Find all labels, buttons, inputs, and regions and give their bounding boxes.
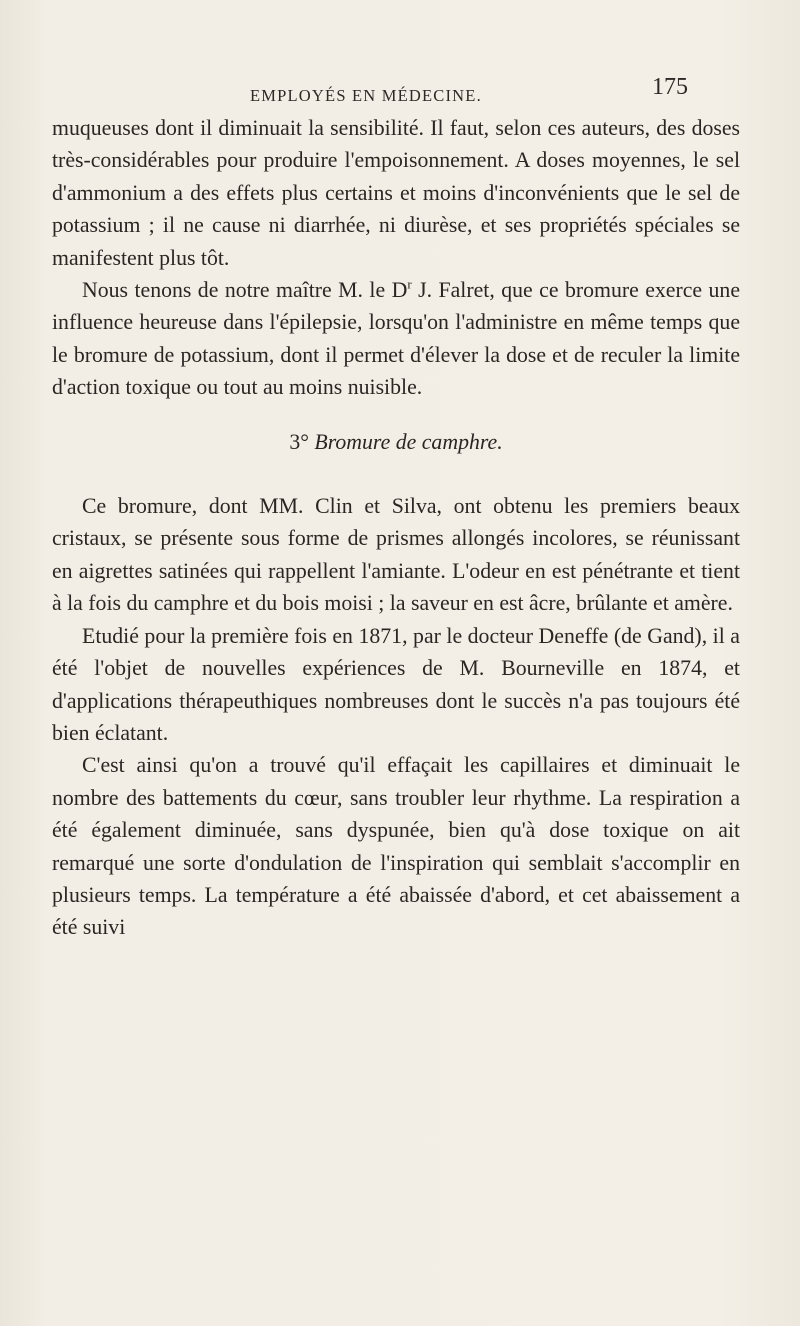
section-heading: [52, 426, 740, 458]
paragraph-3: Ce bromure, dont MM. Clin et Silva, ont obtenu les premiers beaux cristaux, se présente sous forme de prismes allongés incolores, se réunissant en aigrettes satinées qui rappellent l'amiante. L'odeur en est pénétrante et tient à la fois du camphre et du bois moisi ; la saveur en est âcre, brûlante et amère.: [52, 494, 740, 616]
paragraph-2: [52, 274, 740, 404]
body-text: [52, 112, 740, 944]
paragraph-5: C'est ainsi qu'on a trouvé qu'il effaçait les capillaires et diminuait le nombre des battements du cœur, sans troubler leur rhythme. La respiration a été également diminuée, sans dyspunée, bien qu'à dose toxique on ait remarqué une sorte d'ondulation de l'inspiration qui semblait s'accomplir en plusieurs temps. La température a été abaissée d'abord, et cet abaissement a été suivi: [52, 753, 740, 940]
running-head: [52, 72, 740, 112]
page-number: 175: [652, 74, 688, 100]
paragraph-2-end: J. Falret, que ce bromure exerce une influence heureuse dans l'épilepsie, lorsqu'on l'administre en même temps que le bromure de potassium, dont il permet d'élever la dose et de reculer la limite d'action toxique ou tout au moins nuisible.: [52, 278, 740, 400]
section-title: Bromure de camphre.: [314, 429, 503, 454]
running-title: EMPLOYÉS EN MÉDECINE.: [250, 86, 482, 105]
paragraph-2-start: Nous tenons de notre maître M. le D: [82, 278, 408, 303]
doctor-abbrev-superscript: r: [407, 276, 412, 292]
paragraph-1: muqueuses dont il diminuait la sensibilité. Il faut, selon ces auteurs, des doses très-considérables pour produire l'empoisonnement. A doses moyennes, le sel d'ammonium a des effets plus certains et moins d'inconvénients que le sel de potassium ; il ne cause ni diarrhée, ni diurèse, et ses propriétés spéciales se manifestent plus tôt.: [52, 116, 740, 270]
paragraph-4: Etudié pour la première fois en 1871, par le docteur Deneffe (de Gand), il a été l'objet de nouvelles expériences de M. Bourneville en 1874, et d'applications thérapeuthiques nombreuses dont le succès n'a pas toujours été bien éclatant.: [52, 623, 740, 745]
section-number: 3°: [289, 429, 309, 454]
